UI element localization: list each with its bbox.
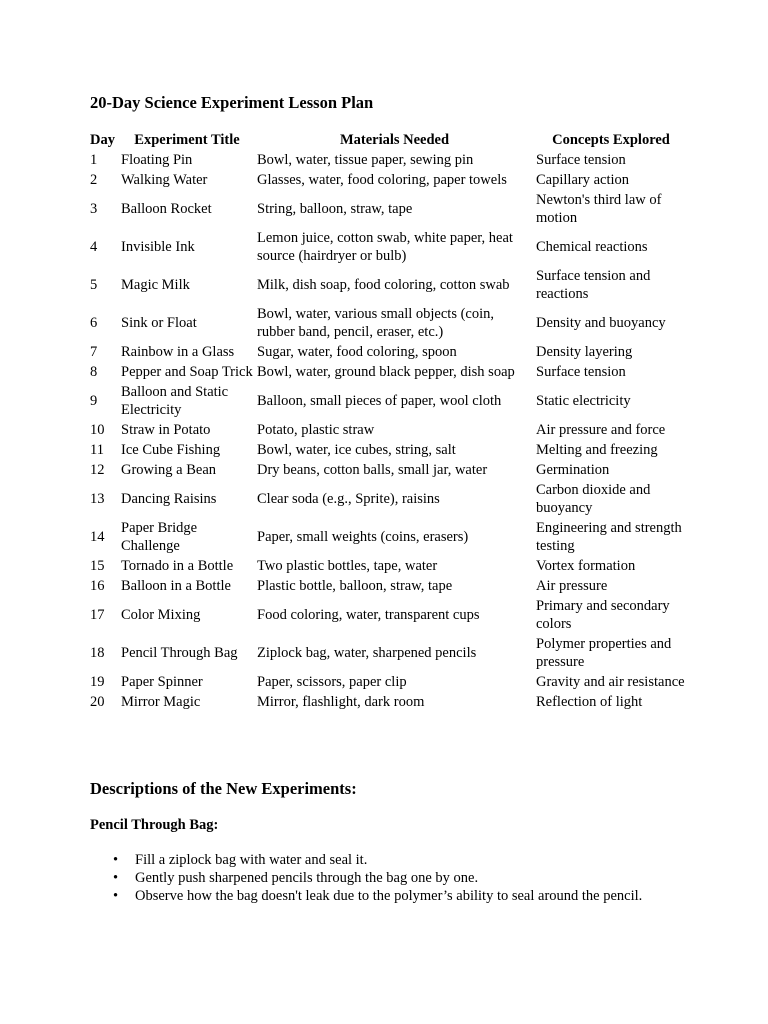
table-row (88, 304, 688, 342)
concepts-cell: Primary and secondary colors (536, 598, 670, 632)
list-item (90, 869, 690, 887)
concepts-cell: Surface tension (536, 364, 626, 380)
materials-cell: Mirror, flashlight, dark room (257, 694, 425, 710)
day-cell: 6 (90, 315, 98, 331)
experiment-title-cell: Invisible Ink (121, 239, 195, 255)
day-cell: 20 (90, 694, 105, 710)
experiment-title-cell: Pepper and Soap Trick (121, 364, 253, 380)
day-cell: 1 (90, 152, 98, 168)
list-item (90, 887, 690, 905)
day-cell: 12 (90, 462, 105, 478)
list-item-text: Gently push sharpened pencils through the bag one by one. (135, 870, 479, 886)
header-concepts-explored: Concepts Explored (552, 132, 670, 148)
experiment-title-cell: Growing a Bean (121, 462, 217, 478)
experiment-title-cell: Ice Cube Fishing (121, 442, 221, 458)
concepts-cell: Engineering and strength testing (536, 520, 682, 554)
materials-cell: Paper, scissors, paper clip (257, 674, 407, 690)
concepts-cell: Gravity and air resistance (536, 674, 685, 690)
day-cell: 10 (90, 422, 105, 438)
day-cell: 5 (90, 277, 98, 293)
concepts-cell: Density and buoyancy (536, 315, 666, 331)
materials-cell: Lemon juice, cotton swab, white paper, heat source (hairdryer or bulb) (257, 230, 513, 264)
concepts-cell: Capillary action (536, 172, 630, 188)
materials-cell: Bowl, water, tissue paper, sewing pin (257, 152, 474, 168)
materials-cell: Food coloring, water, transparent cups (257, 607, 480, 623)
day-cell: 14 (90, 529, 105, 545)
experiment-title-cell: Rainbow in a Glass (121, 344, 235, 360)
concepts-cell: Melting and freezing (536, 442, 658, 458)
bullet-icon: • (113, 870, 119, 886)
experiment-subheading: Pencil Through Bag: (90, 817, 219, 833)
day-cell: 2 (90, 172, 98, 188)
table-row (88, 190, 688, 228)
table-row (88, 692, 688, 712)
day-cell: 4 (90, 239, 98, 255)
day-cell: 16 (90, 578, 105, 594)
materials-cell: Plastic bottle, balloon, straw, tape (257, 578, 453, 594)
concepts-cell: Reflection of light (536, 694, 643, 710)
materials-cell: Bowl, water, ground black pepper, dish soap (257, 364, 515, 380)
experiment-title-cell: Straw in Potato (121, 422, 211, 438)
experiment-title-cell: Tornado in a Bottle (121, 558, 234, 574)
experiment-title-cell: Balloon and Static Electricity (121, 384, 229, 418)
descriptions-heading: Descriptions of the New Experiments: (90, 779, 357, 798)
day-cell: 17 (90, 607, 105, 623)
concepts-cell: Density layering (536, 344, 633, 360)
concepts-cell: Air pressure and force (536, 422, 666, 438)
experiment-title-cell: Magic Milk (121, 277, 190, 293)
materials-cell: Dry beans, cotton balls, small jar, water (257, 462, 488, 478)
experiment-title-cell: Dancing Raisins (121, 491, 217, 507)
materials-cell: String, balloon, straw, tape (257, 201, 413, 217)
table-row (88, 342, 688, 362)
list-item-text: Observe how the bag doesn't leak due to the polymer’s ability to seal around the pencil. (135, 888, 643, 904)
day-cell: 15 (90, 558, 105, 574)
concepts-cell: Newton's third law of motion (536, 192, 662, 226)
table-row (88, 672, 688, 692)
materials-cell: Two plastic bottles, tape, water (257, 558, 438, 574)
materials-cell: Bowl, water, ice cubes, string, salt (257, 442, 456, 458)
materials-cell: Bowl, water, various small objects (coin, rubber band, pencil, eraser, etc.) (257, 306, 495, 340)
concepts-cell: Chemical reactions (536, 239, 648, 255)
table-row (88, 266, 688, 304)
day-cell: 3 (90, 201, 98, 217)
document-title: 20-Day Science Experiment Lesson Plan (90, 93, 374, 112)
table-row (88, 382, 688, 420)
experiment-title-cell: Walking Water (121, 172, 208, 188)
day-cell: 18 (90, 645, 105, 661)
materials-cell: Balloon, small pieces of paper, wool cloth (257, 393, 502, 409)
concepts-cell: Vortex formation (536, 558, 636, 574)
materials-cell: Glasses, water, food coloring, paper towels (257, 172, 507, 188)
experiment-title-cell: Paper Spinner (121, 674, 203, 690)
materials-cell: Potato, plastic straw (257, 422, 375, 438)
lesson-plan-table (88, 130, 688, 712)
bullet-icon: • (113, 852, 119, 868)
header-experiment-title: Experiment Title (134, 132, 240, 148)
materials-cell: Ziplock bag, water, sharpened pencils (257, 645, 477, 661)
header-day: Day (90, 132, 115, 148)
instruction-list (90, 851, 690, 905)
table-row (88, 518, 688, 556)
table-row (88, 576, 688, 596)
table-row (88, 362, 688, 382)
table-row (88, 228, 688, 266)
concepts-cell: Static electricity (536, 393, 631, 409)
day-cell: 8 (90, 364, 98, 380)
concepts-cell: Germination (536, 462, 610, 478)
list-item (90, 851, 690, 869)
table-row (88, 420, 688, 440)
concepts-cell: Surface tension and reactions (536, 268, 651, 302)
day-cell: 13 (90, 491, 105, 507)
experiment-title-cell: Balloon Rocket (121, 201, 212, 217)
day-cell: 11 (90, 442, 104, 458)
header-materials-needed: Materials Needed (339, 132, 450, 148)
concepts-cell: Carbon dioxide and buoyancy (536, 482, 651, 516)
bullet-icon: • (113, 888, 119, 904)
concepts-cell: Air pressure (536, 578, 608, 594)
day-cell: 7 (90, 344, 98, 360)
experiment-title-cell: Pencil Through Bag (121, 645, 238, 661)
list-item-text: Fill a ziplock bag with water and seal it. (135, 852, 368, 868)
concepts-cell: Surface tension (536, 152, 626, 168)
table-row (88, 460, 688, 480)
experiment-title-cell: Balloon in a Bottle (121, 578, 231, 594)
experiment-title-cell: Paper Bridge Challenge (121, 520, 198, 554)
table-row (88, 556, 688, 576)
experiment-title-cell: Mirror Magic (121, 694, 201, 710)
table-row (88, 480, 688, 518)
day-cell: 9 (90, 393, 98, 409)
day-cell: 19 (90, 674, 105, 690)
table-header-row (88, 130, 688, 150)
materials-cell: Sugar, water, food coloring, spoon (257, 344, 457, 360)
materials-cell: Clear soda (e.g., Sprite), raisins (257, 491, 440, 507)
materials-cell: Paper, small weights (coins, erasers) (257, 529, 469, 545)
concepts-cell: Polymer properties and pressure (536, 636, 672, 670)
experiment-title-cell: Floating Pin (121, 152, 193, 168)
experiment-title-cell: Color Mixing (121, 607, 201, 623)
table-row (88, 170, 688, 190)
table-row (88, 440, 688, 460)
materials-cell: Milk, dish soap, food coloring, cotton swab (257, 277, 510, 293)
table-row (88, 634, 688, 672)
table-row (88, 596, 688, 634)
table-row (88, 150, 688, 170)
experiment-title-cell: Sink or Float (121, 315, 197, 331)
